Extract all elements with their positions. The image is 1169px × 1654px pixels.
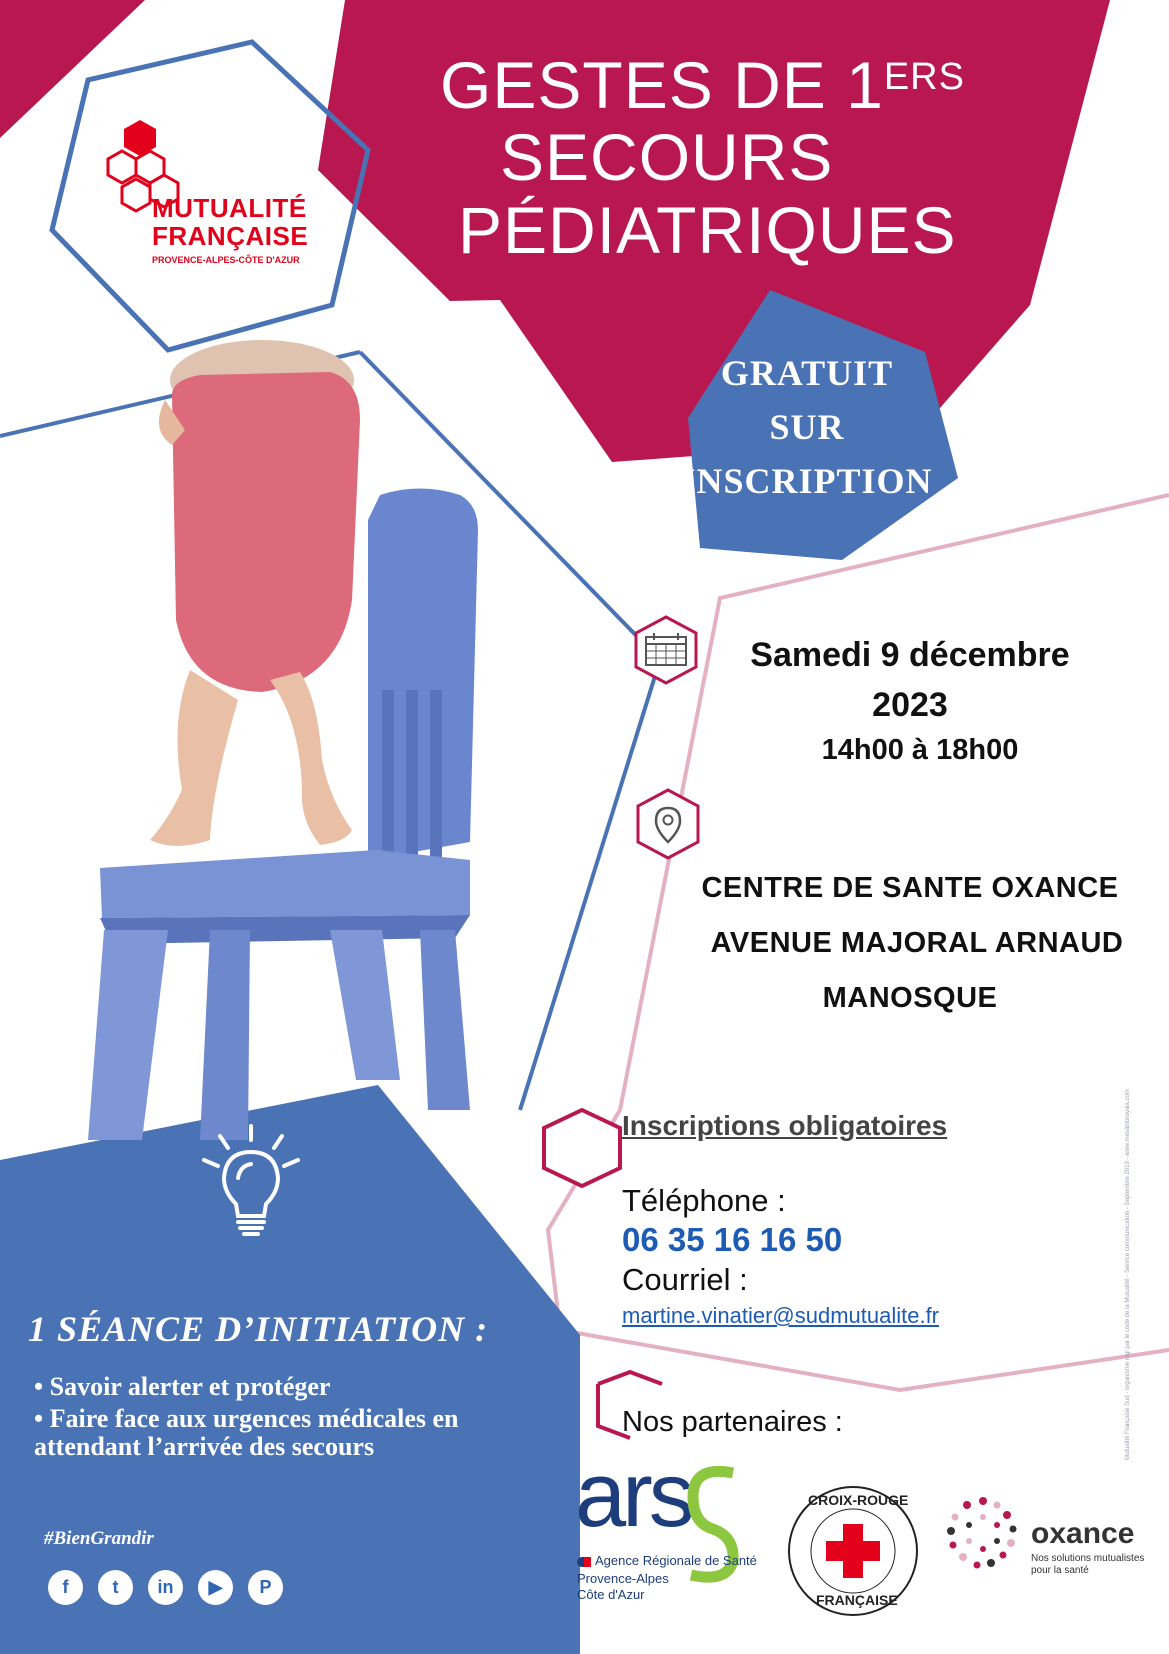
location-pin-icon (634, 788, 702, 865)
title-line-3: PÉDIATRIQUES (458, 193, 957, 267)
seance-bullet-2-line-1: • Faire face aux urgences médicales en (34, 1404, 459, 1433)
youtube-icon[interactable]: ▶ (198, 1570, 233, 1605)
seance-bullet-2-line-2: attendant l’arrivée des secours (34, 1432, 375, 1461)
event-date-line-2: 2023 (872, 686, 948, 724)
address-line-3: MANOSQUE (822, 982, 998, 1014)
ars-line-3: Côte d'Azur (577, 1587, 645, 1602)
mutualite-logo (100, 115, 310, 275)
badge-line-2: SUR (769, 407, 845, 447)
facebook-icon[interactable]: f (48, 1570, 83, 1605)
email-link[interactable]: martine.vinatier@sudmutualite.fr (622, 1303, 940, 1328)
pinterest-icon[interactable]: P (248, 1570, 283, 1605)
badge-line-1: GRATUIT (720, 353, 894, 393)
title-line-1-text: GESTES DE 1 (440, 48, 884, 122)
partners-heading: Nos partenaires : (622, 1406, 843, 1438)
address-line-2: AVENUE MAJORAL ARNAUD (710, 927, 1124, 959)
contact-hexagon-icon (540, 1108, 624, 1193)
baby-illustration (150, 340, 360, 846)
linkedin-icon[interactable]: in (148, 1570, 183, 1605)
ars-flag-icon (577, 1557, 591, 1567)
logo-region: PROVENCE-ALPES-CÔTE D'AZUR (152, 255, 300, 265)
event-time: 14h00 à 18h00 (821, 734, 1019, 766)
oxance-tagline-1: Nos solutions mutualistes (1031, 1553, 1145, 1564)
badge-line-3: INSCRIPTION (681, 461, 933, 501)
vertical-credit-text: Mutualité Française Sud - organisme régi par le code de la Mutualité - Service communication - Septembre 2019 - www.mesahtorayala.com (1125, 1089, 1131, 1460)
oxance-logo (945, 1495, 1145, 1605)
email-label: Courriel : (622, 1262, 748, 1297)
croix-rouge-bottom: FRANÇAISE (816, 1592, 898, 1608)
seance-title: 1 SÉANCE D’INITIATION : (28, 1309, 489, 1349)
oxance-tagline-2: pour la santé (1031, 1565, 1089, 1576)
contact-heading: Inscriptions obligatoires (622, 1110, 948, 1141)
phone-label: Téléphone : (622, 1183, 786, 1218)
title-line-1 (440, 48, 1000, 122)
ars-word: ars (575, 1444, 691, 1546)
ars-line-2: Provence-Alpes (577, 1571, 669, 1586)
croix-rouge-top: CROIX-ROUGE (808, 1492, 909, 1508)
hashtag: #BienGrandir (44, 1528, 154, 1549)
title-superscript: ERS (883, 56, 965, 98)
title-line-2: SECOURS (500, 120, 834, 194)
logo-name-line1: MUTUALITÉ (152, 193, 307, 223)
oxance-dots-icon (945, 1495, 1021, 1571)
logo-name-line2: FRANÇAISE (152, 221, 309, 251)
seance-bullet-1: • Savoir alerter et protéger (34, 1372, 331, 1401)
ars-line-1: Agence Régionale de Santé (595, 1553, 757, 1568)
ars-logo (575, 1444, 775, 1625)
lightbulb-icon (196, 1120, 306, 1245)
blue-diagonal-line-3 (520, 660, 660, 1110)
phone-number[interactable]: 06 35 16 16 50 (622, 1221, 843, 1258)
twitter-icon[interactable]: t (98, 1570, 133, 1605)
croix-rouge-logo (786, 1484, 920, 1618)
calendar-icon (632, 615, 700, 690)
address-line-1: CENTRE DE SANTE OXANCE (701, 872, 1119, 904)
oxance-name: oxance (1031, 1517, 1135, 1550)
event-date-line-1: Samedi 9 décembre (750, 636, 1070, 674)
